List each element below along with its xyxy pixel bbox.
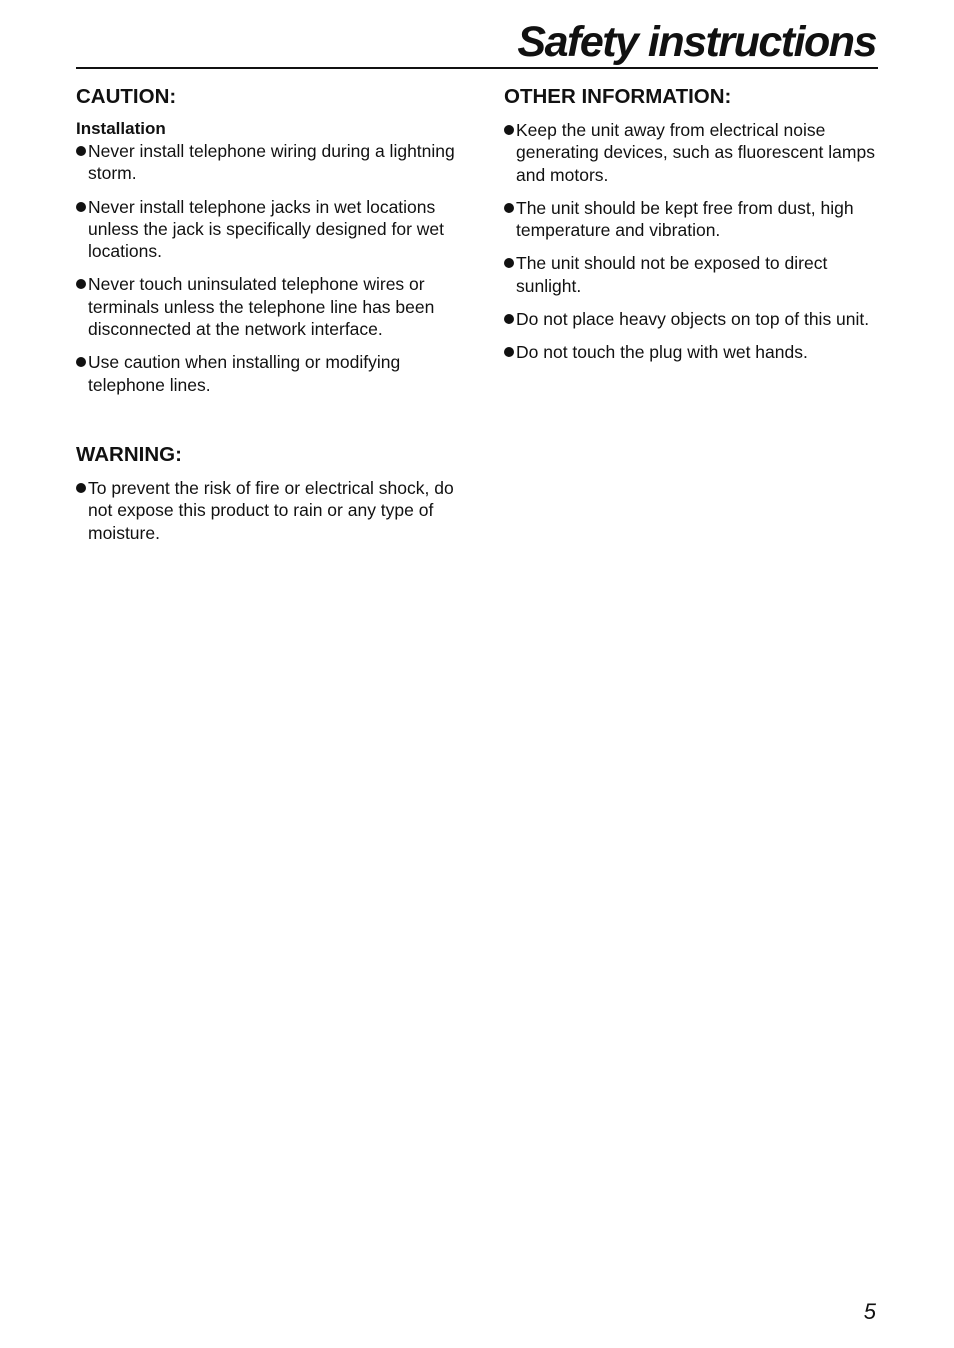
list-item (504, 341, 884, 363)
bullet-icon (504, 314, 514, 324)
warning-list (76, 477, 456, 544)
list-item-text: To prevent the risk of fire or electrical shock, do not expose this product to rain or any type of moisture. (88, 478, 454, 543)
list-item (504, 197, 884, 242)
other-information-list (504, 119, 884, 364)
page-title: Safety instructions (517, 18, 876, 66)
list-item (76, 477, 456, 544)
warning-section (76, 442, 456, 555)
list-item-text: Do not touch the plug with wet hands. (516, 342, 808, 363)
caution-section (76, 84, 456, 407)
caution-heading: CAUTION: (76, 85, 177, 108)
bullet-icon (504, 203, 514, 213)
list-item (76, 273, 456, 340)
list-item-text: The unit should be kept free from dust, high temperature and vibration. (516, 197, 854, 241)
other-information-section (504, 84, 884, 375)
list-item (504, 252, 884, 297)
warning-heading: WARNING: (76, 443, 182, 466)
list-item-text: Never install telephone jacks in wet locations unless the jack is specifically designed for wet locations. (88, 196, 445, 262)
page-number: 5 (863, 1299, 876, 1324)
list-item (504, 119, 884, 186)
list-item (504, 308, 884, 330)
list-item (76, 196, 456, 263)
list-item-text: Keep the unit away from electrical noise generating devices, such as fluorescent lamps and motors. (516, 120, 875, 185)
bullet-icon (76, 146, 86, 156)
bullet-icon (76, 357, 86, 367)
bullet-icon (76, 279, 86, 289)
bullet-icon (504, 258, 514, 268)
bullet-icon (76, 483, 86, 493)
caution-list (76, 140, 456, 396)
list-item-text: The unit should not be exposed to direct sunlight. (516, 253, 828, 296)
bullet-icon (504, 125, 514, 135)
bullet-icon (76, 202, 86, 212)
list-item-text: Never touch uninsulated telephone wires or terminals unless the telephone line has been disconnected at the network interface. (88, 274, 435, 340)
bullet-icon (504, 347, 514, 357)
installation-subheading: Installation (76, 119, 166, 138)
other-information-heading: OTHER INFORMATION: (504, 85, 732, 108)
list-item-text: Do not place heavy objects on top of this unit. (516, 309, 870, 330)
list-item-text: Use caution when installing or modifying telephone lines. (88, 352, 401, 395)
list-item (76, 351, 456, 396)
title-divider (76, 67, 878, 69)
list-item (76, 140, 456, 185)
list-item-text: Never install telephone wiring during a lightning storm. (88, 141, 455, 184)
